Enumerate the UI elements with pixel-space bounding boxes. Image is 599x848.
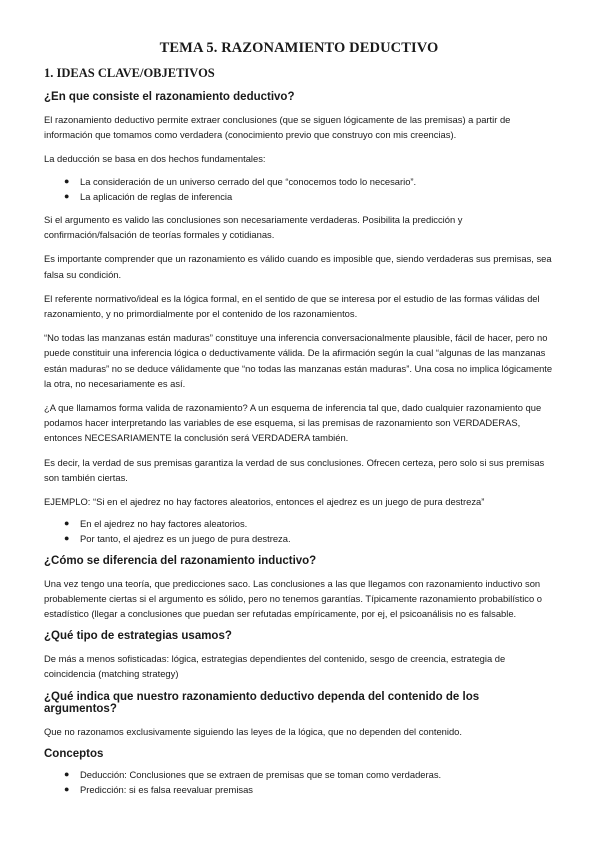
question-heading-2: ¿Cómo se diferencia del razonamiento inductivo? (44, 554, 317, 567)
question-heading-4: ¿Qué indica que nuestro razonamiento deductivo dependa del contenido de los argumentos? (44, 690, 480, 715)
paragraph: La deducción se basa en dos hechos fundamentales: (44, 153, 266, 165)
paragraph: Si el argumento es valido las conclusiones son necesariamente verdaderas. Posibilita la predicción y confirmación/falsación de teorías formales y cotidianas. (44, 214, 463, 241)
question-heading-1: ¿En que consiste el razonamiento deductivo? (44, 91, 295, 103)
bullet-icon: ● (64, 175, 70, 186)
bullet-list-2 (44, 516, 554, 546)
paragraph: EJEMPLO: “Si en el ajedrez no hay factores aleatorios, entonces el ajedrez es un juego de pura destreza” (44, 496, 485, 508)
bullet-icon: ● (64, 190, 70, 201)
section-heading: 1. IDEAS CLAVE/OBJETIVOS (44, 66, 215, 80)
concepts-heading: Conceptos (44, 747, 104, 760)
bullet-icon: ● (64, 768, 70, 779)
paragraph: Es decir, la verdad de sus premisas garantiza la verdad de sus conclusiones. Ofrecen certeza, pero solo si sus premisas son también ciertas. (44, 456, 545, 483)
paragraph: De más a menos sofisticadas: lógica, estrategias dependientes del contenido, sesgo de creencia, estrategia de coincidencia (matching strategy) (44, 653, 506, 680)
list-item: ● Predicción: si es falsa reevaluar premisas (64, 782, 554, 797)
paragraph: ¿A que llamamos forma valida de razonamiento? A un esquema de inferencia tal que, dado cualquier razonamiento que podamos hacer interpretando las variables de ese esquema, si las premisas de razonamiento son VERDADERAS, entonces NECESARIAMENTE la conclusión será VERDADERA también. (44, 402, 542, 444)
paragraph: El referente normativo/ideal es la lógica formal, en el sentido de que se interesa por el estudio de las formas válidas del razonamiento, y no primordialmente por el contenido de los razonamientos. (44, 292, 540, 320)
document-title: TEMA 5. RAZONAMIENTO DEDUCTIVO (159, 40, 439, 56)
list-item: ● La aplicación de reglas de inferencia (64, 189, 554, 204)
paragraph: El razonamiento deductivo permite extraer conclusiones (que se siguen lógicamente de las premisas) a partir de información que tomamos como verdadera (conocimiento previo que construyo con mis creencias). (44, 114, 511, 141)
bullet-list-1 (44, 174, 554, 204)
list-item: ● La consideración de un universo cerrado del que “conocemos todo lo necesario”. (64, 174, 554, 189)
paragraph: Una vez tengo una teoría, que predicciones saco. Las conclusiones a las que llegamos con razonamiento inductivo son probablemente ciertas si el argumento es sólido, pero no tenemos garantías. Típicamente razonamiento probabilístico o estadístico (llegar a conclusiones que puedan ser refutadas empíricamente, por ej, el psicoanálisis no es falsable. (44, 577, 543, 620)
question-heading-3: ¿Qué tipo de estrategias usamos? (44, 630, 232, 643)
paragraph: Que no razonamos exclusivamente siguiendo las leyes de la lógica, que no dependen del contenido. (44, 725, 462, 737)
bullet-icon: ● (64, 784, 70, 795)
list-item: ● Deducción: Conclusiones que se extraen de premisas que se toman como verdaderas. (64, 767, 554, 782)
bullet-icon: ● (64, 533, 70, 544)
paragraph: “No todas las manzanas están maduras” constituye una inferencia conversacionalmente plausible, fácil de hacer, pero no puede constituir una inferencia lógica o deductivamente válida. De la afirmación según la cual “algunas de las manzanas están maduras” no se deduce válidamente que “no todas las manzanas están maduras”. Una cosa no implica lógicamente la otra, no necesariamente es así. (44, 332, 553, 389)
list-item: ● Por tanto, el ajedrez es un juego de pura destreza. (64, 531, 554, 546)
paragraph: Es importante comprender que un razonamiento es válido cuando es imposible que, siendo verdaderas sus premisas, sea falsa su condición. (44, 253, 552, 280)
list-item: ● En el ajedrez no hay factores aleatorios. (64, 516, 554, 531)
document-page (44, 40, 554, 805)
bullet-list-3 (44, 767, 554, 797)
bullet-icon: ● (64, 518, 70, 529)
